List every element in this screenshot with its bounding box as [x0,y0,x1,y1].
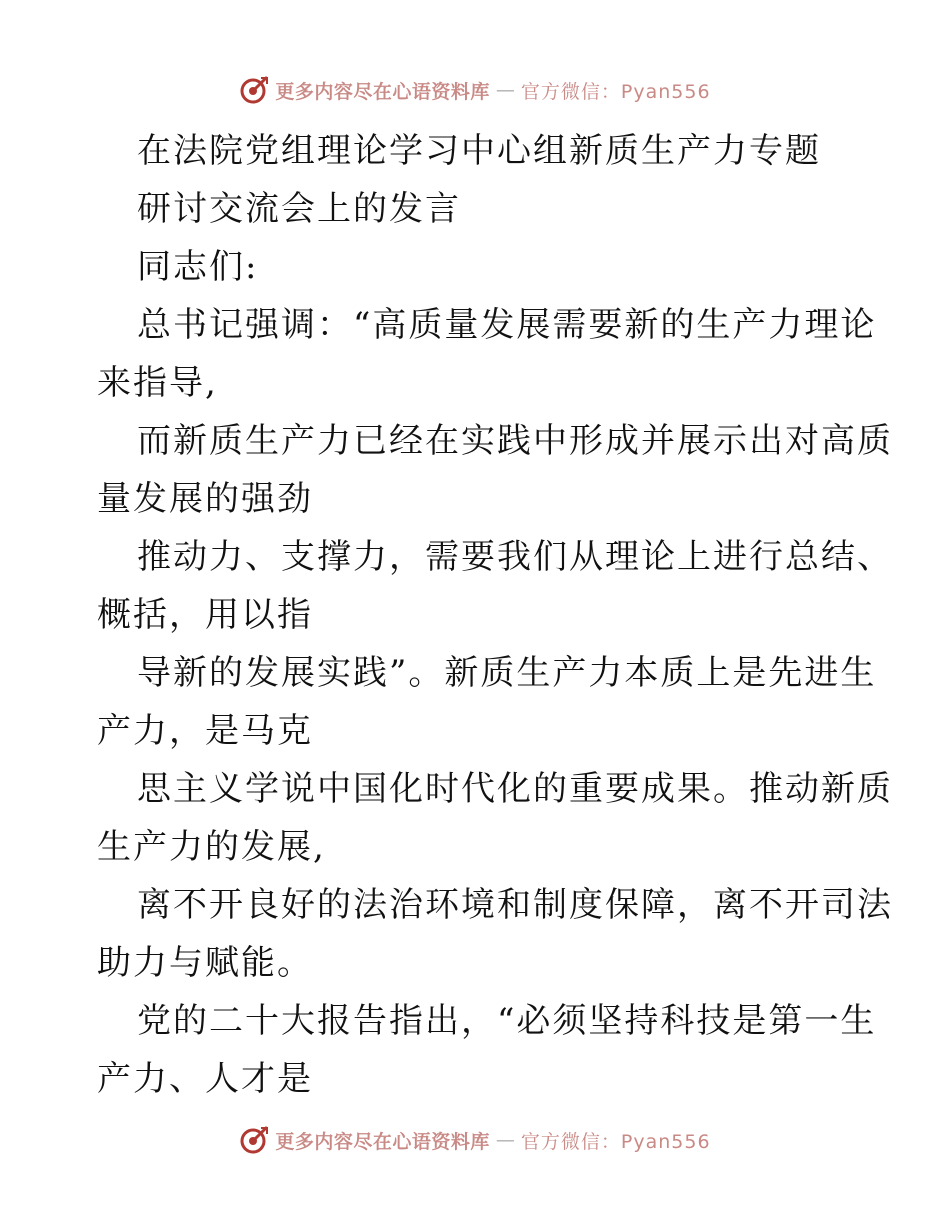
pen-logo-icon [239,75,269,105]
doc-line: 来指导, [97,363,218,403]
pen-logo-icon [239,1125,269,1155]
doc-line: 党的二十大报告指出，“必须坚持科技是第一生 [137,1001,877,1041]
doc-line: 离不开良好的法治环境和制度保障，离不开司法 [137,885,893,925]
footer-watermark-banner [0,1120,950,1160]
doc-line: 产力、人才是 [97,1059,313,1099]
doc-line: 推动力、支撑力，需要我们从理论上进行总结、 [137,537,893,577]
watermark-brand-text: 更多内容尽在心语资料库 [275,80,490,103]
watermark-contact-text: 官方微信：Pyan556 [520,80,711,103]
doc-line: 生产力的发展, [97,827,326,867]
doc-line: 助力与赋能。 [97,943,313,983]
doc-line: 概括，用以指 [97,595,313,635]
watermark-dash: — [495,79,515,101]
doc-line: 而新质生产力已经在实践中形成并展示出对高质 [137,421,893,461]
doc-line: 思主义学说中国化时代化的重要成果。推动新质 [137,769,893,809]
doc-line: 总书记强调：“高质量发展需要新的生产力理论 [137,305,877,345]
doc-salutation: 同志们: [137,247,259,287]
header-watermark-banner [0,70,950,110]
document-body [97,122,893,1108]
watermark-contact-text: 官方微信：Pyan556 [520,1130,711,1153]
doc-title-line-1: 在法院党组理论学习中心组新质生产力专题 [137,131,821,171]
doc-line: 量发展的强劲 [97,479,313,519]
doc-line: 导新的发展实践”。新质生产力本质上是先进生 [137,653,877,693]
watermark-brand-text: 更多内容尽在心语资料库 [275,1130,490,1153]
watermark-dash: — [495,1129,515,1151]
doc-title-line-2: 研讨交流会上的发言 [137,189,461,229]
doc-line: 产力，是马克 [97,711,313,751]
